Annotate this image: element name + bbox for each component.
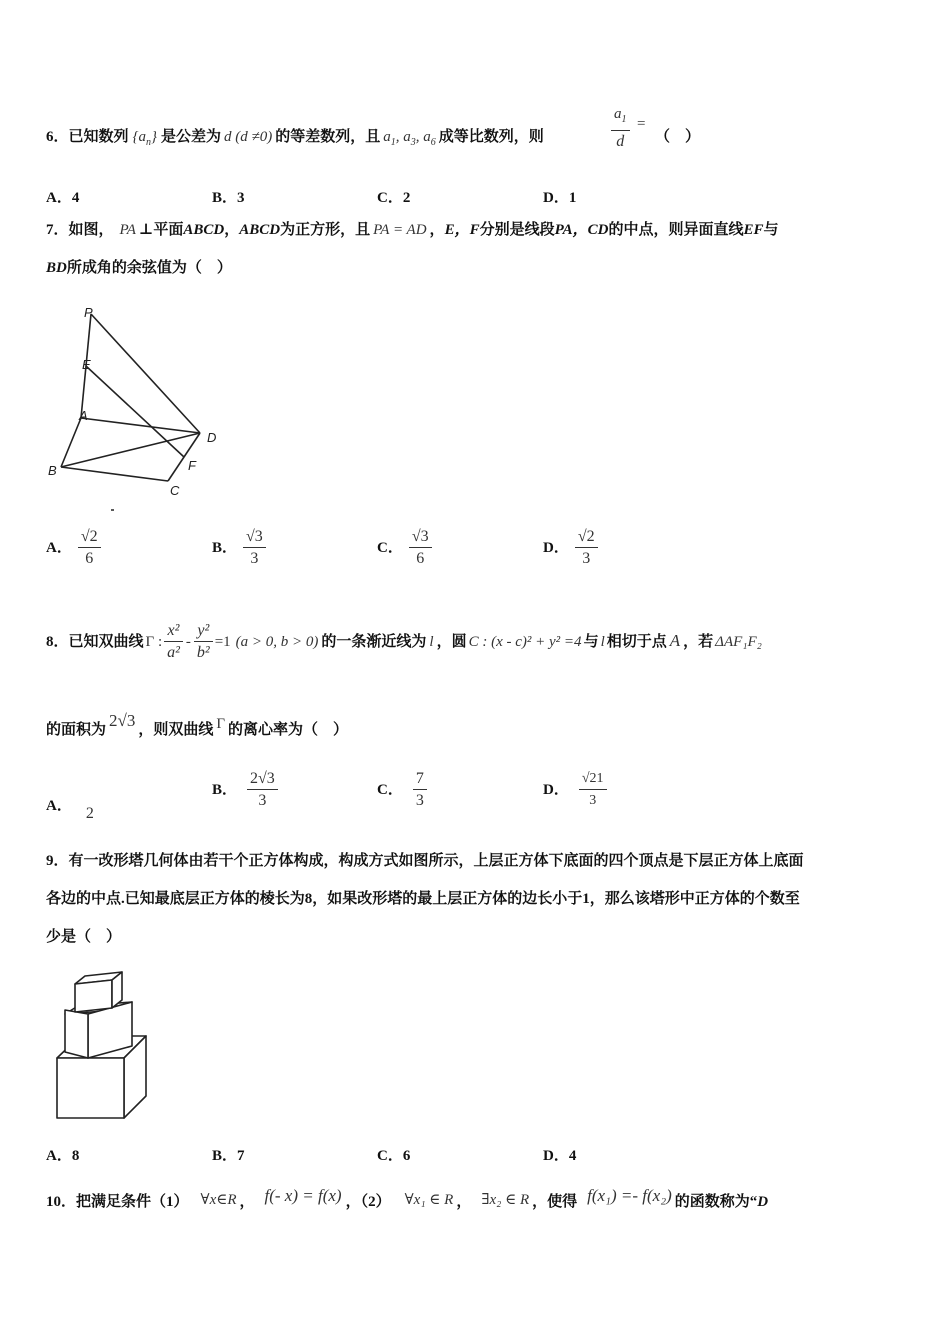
q6-terms: $a_1$, $a_3$, $a_6$ xyxy=(383,129,436,148)
q8-option-c[interactable]: C． $\frac{7}{3}$ xyxy=(377,769,427,812)
q7-line-2: BD所成角的余弦值为（ ） xyxy=(46,260,232,276)
q9-option-b[interactable]: B．7 xyxy=(212,1148,245,1164)
label-p: P xyxy=(84,305,93,320)
label-f: F xyxy=(188,458,196,473)
q10-line-1: 10．把满足条件（1） ∀x∈R ， f(- x) = f(x) ，（2） ∀x₁ ∈ R ， ∃x₂ ∈ R ，使得 f(x₁) =- f(x₂) 的函数称为“D xyxy=(46,1186,769,1210)
q6-text-2: 的等差数列，且 xyxy=(275,129,381,145)
edge-ef xyxy=(86,366,184,457)
q8-option-a[interactable]: A． 2 xyxy=(46,798,94,822)
q9-tower-figure xyxy=(52,970,152,1122)
q8-number-text: 8．已知双曲线 xyxy=(46,634,144,650)
q8-line-1: 8．已知双曲线 Γ : $\frac{\text{x²}}{\text{a²}}$ - $\frac{\text{y²}}{\text{b²}}$ =1 (a > 0, b > 0) 的一条渐近线为 l ，圆 C : (x - c)² + y² =4 与 l 相切于点 A ，若 ΔAF₁F₂ xyxy=(46,622,762,662)
edge-ab xyxy=(61,418,81,467)
q6-answer-paren: （ ） xyxy=(655,129,701,145)
label-b: B xyxy=(48,463,57,478)
label-c: C xyxy=(170,483,180,498)
edge-bd xyxy=(61,433,200,467)
q6-condition: d (d ≠0) xyxy=(224,129,273,145)
q8-option-b[interactable]: B． $\frac{2√3}{3}$ xyxy=(212,769,278,812)
q7-number-text: 7．如图， xyxy=(46,222,114,238)
q7-option-a[interactable]: A． $\frac{√2}{6}$ xyxy=(46,527,101,570)
q6-line xyxy=(46,127,544,153)
label-d: D xyxy=(207,430,217,445)
label-a: A xyxy=(79,408,88,423)
q9-option-a[interactable]: A．8 xyxy=(46,1148,80,1164)
q9-line-1: 9．有一改形塔几何体由若干个正方体构成，构成方式如图所示，上层正方体下底面的四个顶点是下层正方体上底面 xyxy=(46,853,804,869)
q6-option-b[interactable]: B．3 xyxy=(212,190,245,206)
q7-option-d[interactable]: D． $\frac{√2}{3}$ xyxy=(543,527,598,570)
q6-fraction: $\frac{a_1}{d}$ xyxy=(611,104,630,153)
q9-line-3: 少是（ ） xyxy=(46,929,122,945)
q6-number-text: 6．已知数列 xyxy=(46,129,129,145)
q6-option-a[interactable]: A．4 xyxy=(46,190,80,206)
q9-option-d[interactable]: D．4 xyxy=(543,1148,577,1164)
middle-cube-side xyxy=(65,1010,88,1058)
q6-text-1: 是公差为 xyxy=(161,129,222,145)
q6-text-3: 成等比数列，则 xyxy=(438,129,544,145)
q6-equals: = xyxy=(637,116,646,132)
q9-option-c[interactable]: C．6 xyxy=(377,1148,411,1164)
q7-option-b[interactable]: B． $\frac{√3}{3}$ xyxy=(212,527,266,570)
q8-line-2: 的面积为 2√3 ，则双曲线 Γ 的离心率为（ ） xyxy=(46,711,349,738)
q7-pyramid-figure xyxy=(44,300,234,515)
q6-option-c[interactable]: C．2 xyxy=(377,190,411,206)
q6-option-d[interactable]: D．1 xyxy=(543,190,577,206)
edge-bc xyxy=(61,467,168,481)
q6-sequence: $\{a_n\}$ xyxy=(132,129,158,148)
q7-option-c[interactable]: C． $\frac{√3}{6}$ xyxy=(377,527,432,570)
edge-pd xyxy=(91,314,200,433)
q8-option-d[interactable]: D． $\frac{√21}{3}$ xyxy=(543,769,607,812)
q10-number-text: 10．把满足条件（1） xyxy=(46,1194,189,1210)
bottom-cube-front xyxy=(57,1058,124,1118)
label-e: E xyxy=(82,357,91,372)
q7-line-1: 7．如图， PA ⊥平面ABCD，ABCD为正方形，且 PA = AD ，E，F分别是线段PA，CD的中点，则异面直线EF与 xyxy=(46,222,779,238)
top-cube-front xyxy=(75,980,112,1012)
q9-line-2: 各边的中点.已知最底层正方体的棱长为8，如果改形塔的最上层正方体的边长小于1，那么该塔形中正方体的个数至 xyxy=(46,891,800,907)
edge-ad xyxy=(81,418,200,433)
